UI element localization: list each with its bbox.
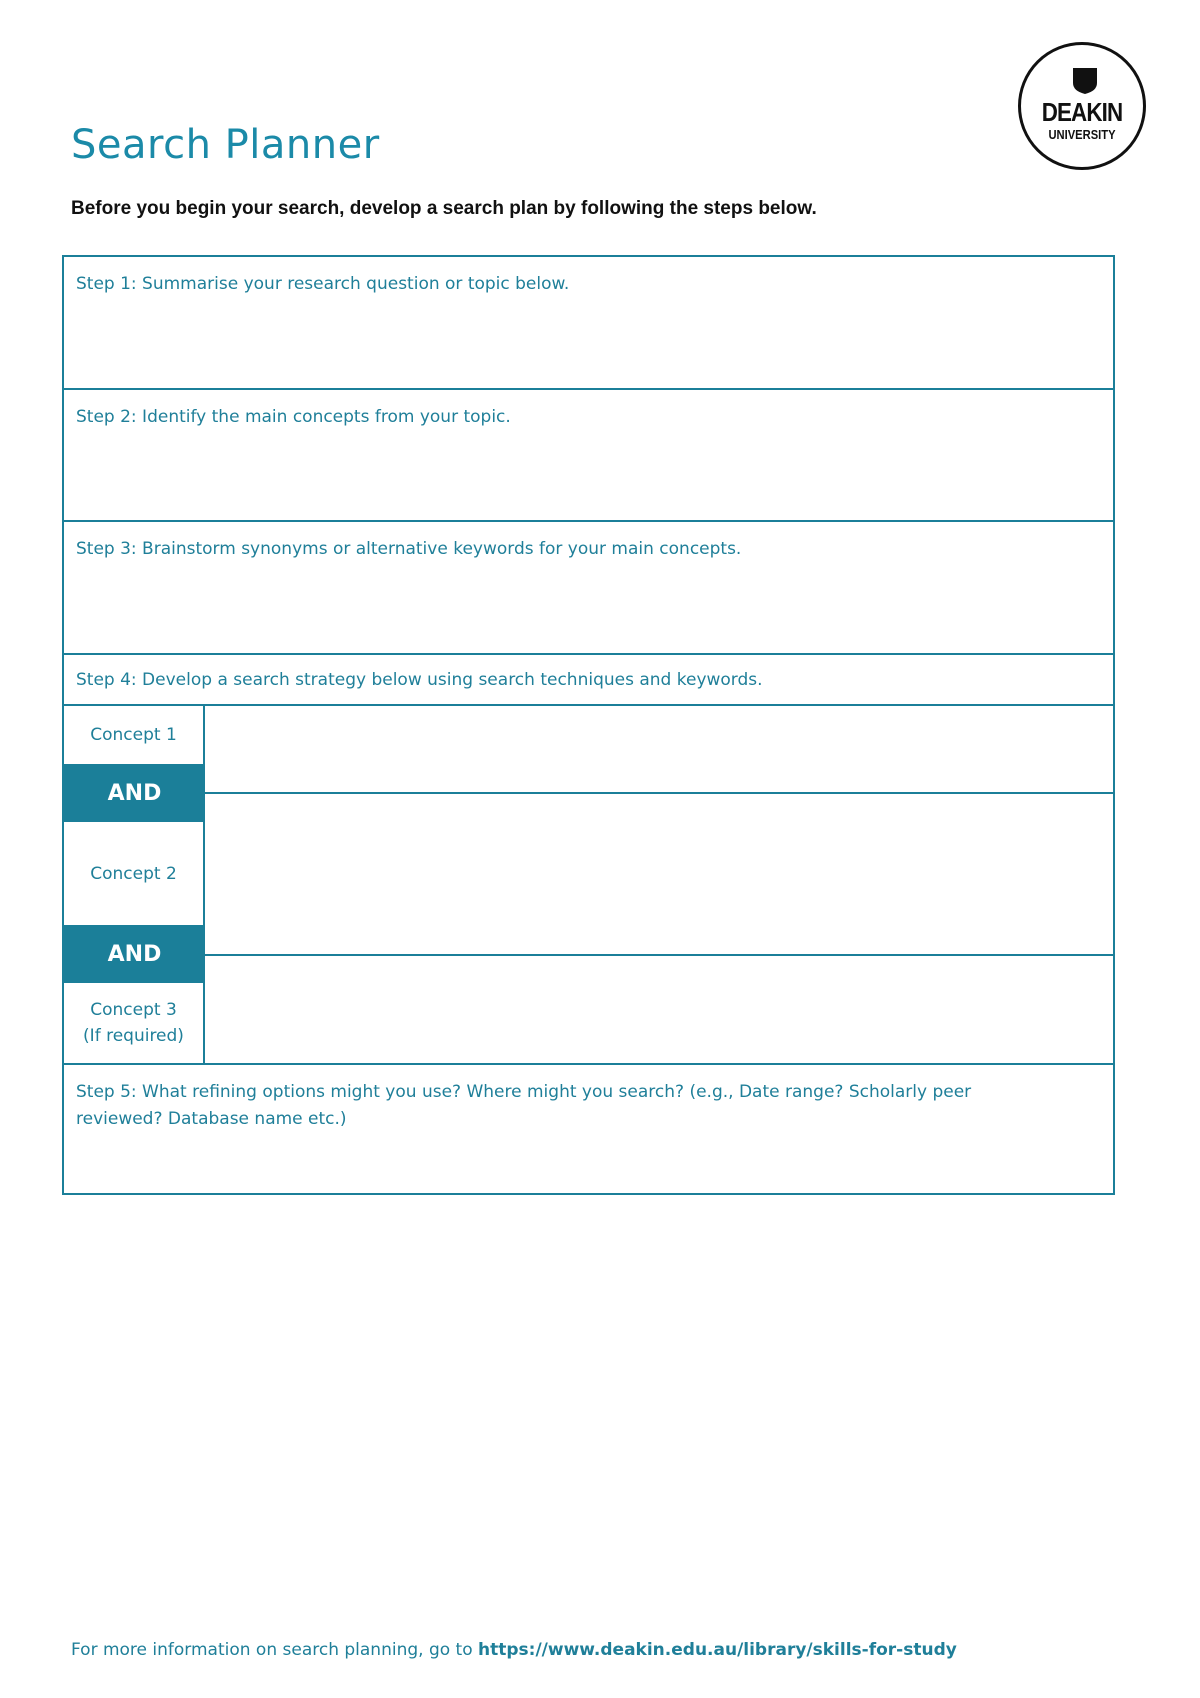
intro-text: Before you begin your search, develop a search plan by following the steps below. (71, 198, 817, 219)
step-1-section[interactable] (64, 257, 1113, 390)
page-title: Search Planner (71, 122, 380, 168)
shield-icon (1072, 67, 1098, 95)
step-2-section[interactable] (64, 390, 1113, 522)
step-2-label: Step 2: Identify the main concepts from your topic. (76, 407, 511, 427)
concept-2-label: Concept 2 (64, 822, 205, 925)
step-5-section[interactable] (64, 1063, 1113, 1193)
concept-3-entry[interactable] (207, 956, 1113, 1063)
step-5-label: Step 5: What refining options might you use? Where might you search? (e.g., Date range? Scholarly peer reviewed? Database name etc.) (76, 1082, 972, 1129)
logo-name: DEAKIN (1041, 97, 1123, 127)
step-1-label: Step 1: Summarise your research question or topic below. (76, 274, 570, 294)
step-4-label: Step 4: Develop a search strategy below using search techniques and keywords. (76, 670, 763, 690)
library-skills-link[interactable]: https://www.deakin.edu.au/library/skills-for-study (478, 1640, 957, 1660)
logo-subtitle: UNIVERSITY (1048, 127, 1116, 142)
concept-3-label: Concept 3 (If required) (64, 983, 205, 1063)
step-3-section[interactable] (64, 522, 1113, 655)
and-operator-1: AND (64, 764, 205, 822)
deakin-university-logo (1018, 42, 1146, 170)
and-operator-2: AND (64, 925, 205, 983)
concept-1-entry[interactable] (207, 706, 1113, 792)
footer-text: For more information on search planning, go to (71, 1640, 479, 1660)
step-4-section (64, 655, 1113, 706)
concept-2-entry[interactable] (207, 794, 1113, 954)
step-3-label: Step 3: Brainstorm synonyms or alternative keywords for your main concepts. (76, 539, 742, 559)
footer (71, 1640, 957, 1660)
search-planner-form (62, 255, 1115, 1195)
concept-1-label: Concept 1 (64, 706, 205, 764)
